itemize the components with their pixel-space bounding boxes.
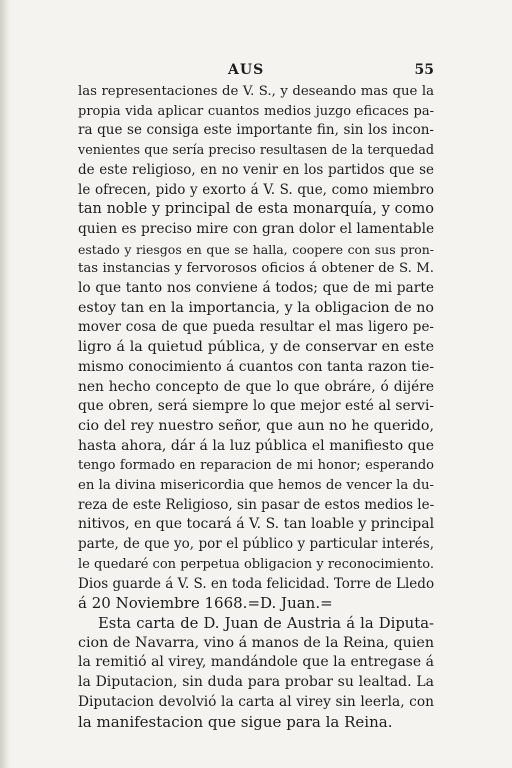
text-line: estado y riesgos en que se halla, coopere con sus pron- — [78, 241, 434, 257]
text-line: la remitió al virey, mandándole que la entregase á — [78, 654, 434, 671]
body-text — [78, 82, 434, 732]
text-line: Esta carta de D. Juan de Austria á la Diputa- — [98, 614, 434, 632]
text-line: quien es preciso mire con gran dolor el lamentable — [78, 220, 435, 237]
text-line: cio del rey nuestro señor, que aun no he querido, — [78, 417, 434, 434]
text-line: tas instancias y fervorosos oficios á obtener de S. M. — [78, 261, 434, 277]
text-line: que obren, será siempre lo que mejor esté al servi- — [78, 398, 434, 415]
text-line: reza de este Religioso, sin pasar de estos medios le- — [78, 496, 435, 513]
text-line: venientes que sería preciso resultasen de la terquedad — [78, 143, 434, 159]
text-line: la manifestacion que sigue para la Reina. — [78, 712, 393, 731]
text-line: parte, de que yo, por el público y particular interés, — [78, 536, 434, 553]
text-line: le ofrecen, pido y exorto á V. S. que, como miembro — [78, 181, 434, 198]
text-line: hasta ahora, dár á la luz pública el manifiesto que — [78, 437, 434, 454]
running-title: AUS — [228, 62, 265, 78]
text-line: cion de Navarra, vino á manos de la Reina, quien — [78, 634, 434, 651]
text-line: nen hecho concepto de que lo que obráre, ó dijére — [78, 378, 434, 395]
text-line: de este religioso, en no venir en los partidos que se — [78, 161, 434, 178]
text-line: ra que se consiga este importante fin, sin los incon- — [78, 122, 434, 139]
text-line: en la divina misericordia que hemos de vencer la du- — [78, 478, 434, 494]
text-line: mover cosa de que pueda resultar el mas ligero pe- — [78, 319, 434, 336]
running-head — [78, 62, 434, 82]
text-line: la Diputacion, sin duda para probar su lealtad. La — [78, 674, 434, 691]
text-line: estoy tan en la importancia, y la obligacion de no — [78, 299, 434, 316]
text-line: le quedaré con perpetua obligacion y reconocimiento. — [78, 556, 434, 572]
text-line: nitivos, en que tocará á V. S. tan loable y principal — [78, 516, 435, 533]
text-line: lo que tanto nos conviene á todos; que de mi parte — [78, 280, 434, 297]
text-line: las representaciones de V. S., y deseando mas que la — [78, 84, 434, 99]
text-line: mismo conocimiento á cuantos con tanta razon tie- — [78, 358, 434, 375]
page-number: 55 — [414, 62, 434, 78]
text-line: ligro á la quietud pública, y de conservar en este — [78, 339, 434, 356]
text-line: tan noble y principal de esta monarquía, y como — [78, 201, 434, 218]
page-edge — [0, 0, 10, 768]
book-page — [78, 62, 435, 731]
text-line: Dios guarde á V. S. en toda felicidad. Torre de Lledo — [78, 575, 435, 592]
text-line: tengo formado en reparacion de mi honor; esperando — [78, 458, 434, 474]
text-line: Diputacion devolvió la carta al virey sin leerla, con — [78, 693, 434, 710]
text-line: á 20 Noviembre 1668.=D. Juan.= — [78, 594, 333, 613]
text-line: propia vida aplicar cuantos medios juzgo eficaces pa- — [78, 103, 434, 119]
